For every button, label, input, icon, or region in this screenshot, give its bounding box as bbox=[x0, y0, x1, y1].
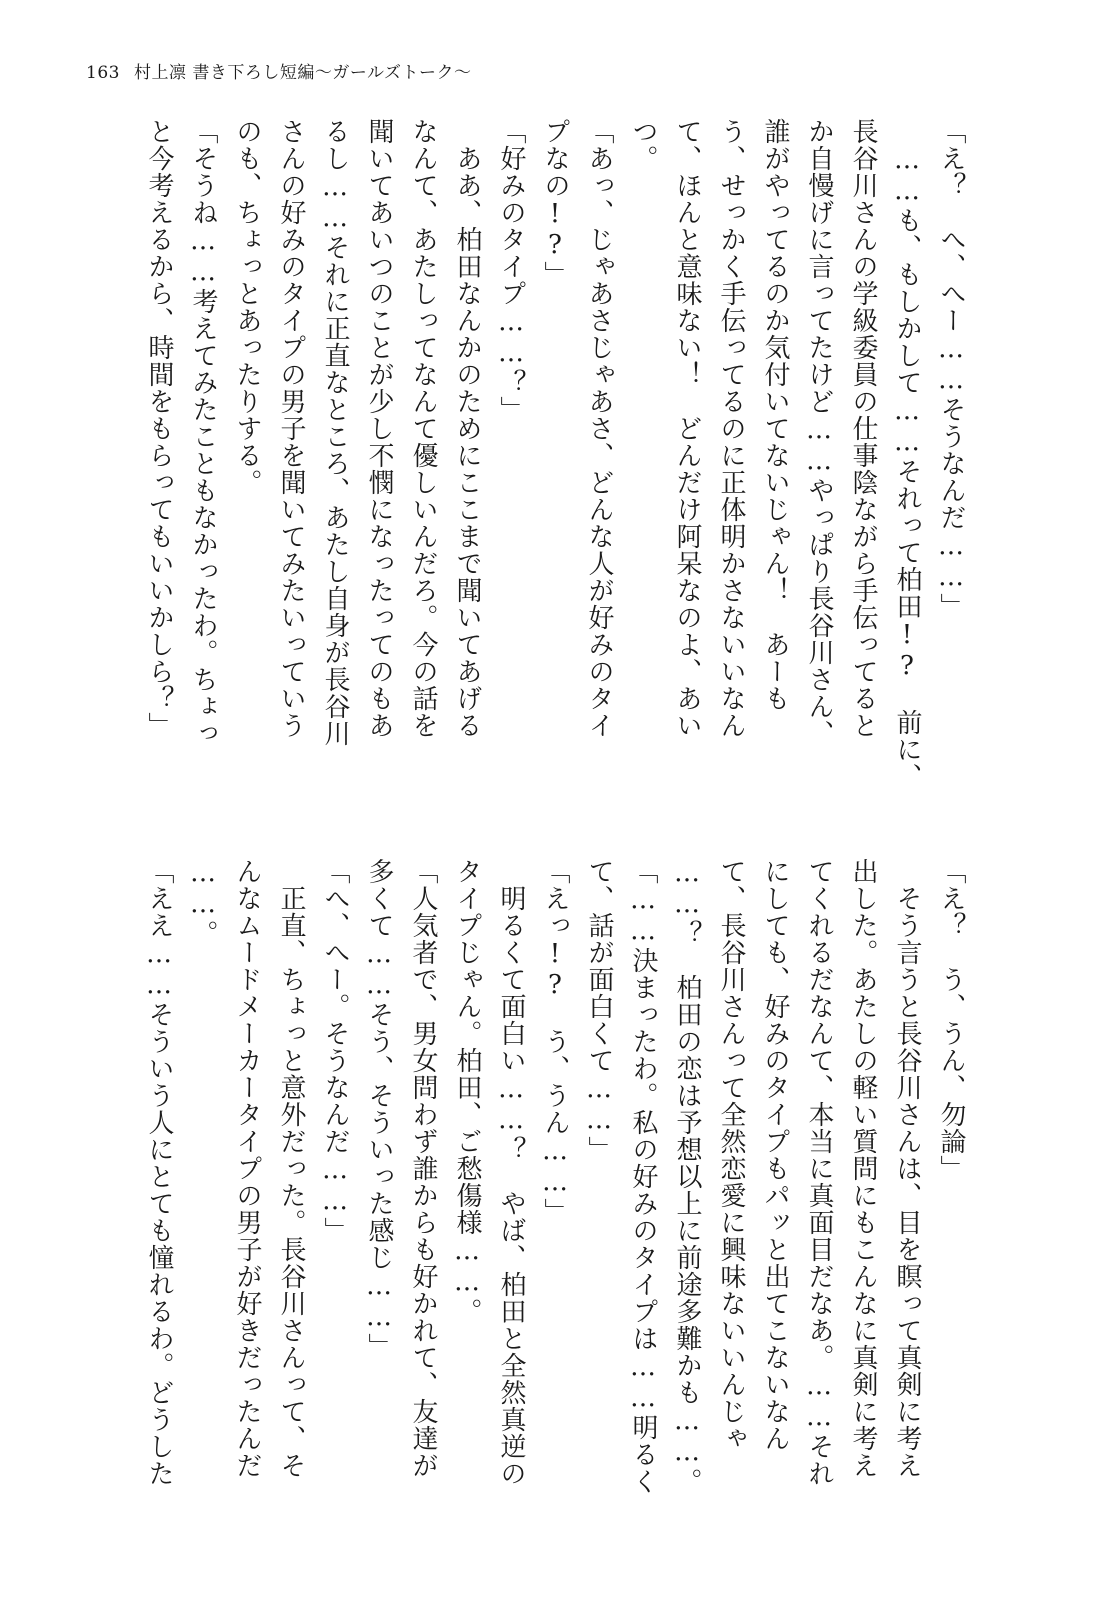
running-header bbox=[86, 58, 472, 88]
text-line: 「あっ、じゃあさじゃあさ、どんな人が好みのタイ bbox=[584, 118, 614, 739]
text-line: 出した。あたしの軽い質問にもこんなに真剣に考え bbox=[848, 858, 878, 1479]
text-line: て、ほんと意味ない！ どんだけ阿呆なのよ、あい bbox=[672, 118, 702, 739]
text-line: プなの!?」 bbox=[540, 118, 570, 288]
text-line: 「えっ!? う、うん……」 bbox=[540, 858, 570, 1225]
text-line: るし……それに正直なところ、あたし自身が長谷川 bbox=[320, 118, 350, 747]
text-line: ……。 bbox=[188, 858, 218, 947]
text-line: う、せっかく手伝ってるのに正体明かさないいなん bbox=[716, 118, 746, 739]
text-line: ああ、柏田なんかのためにここまで聞いてあげる bbox=[452, 118, 482, 739]
text-line: にしても、好みのタイプもパッと出てこないなん bbox=[760, 858, 790, 1452]
text-line: 「え？ へ、へー……そうなんだ……」 bbox=[936, 118, 966, 620]
text-line: なんて、あたしってなんて優しいんだろ。今の話を bbox=[408, 118, 438, 739]
text-line: て、話が面白くて……」 bbox=[584, 858, 614, 1163]
top-text-block bbox=[137, 118, 973, 790]
text-line: 多くて……そう、そういった感じ……」 bbox=[364, 858, 394, 1360]
text-line: 「え？ う、うん、勿論」 bbox=[936, 858, 966, 1182]
text-line: のも、ちょっとあったりする。 bbox=[232, 118, 262, 496]
text-line: 「ええ……そういう人にとても憧れるわ。どうした bbox=[144, 858, 174, 1487]
text-line: さんの好みのタイプの男子を聞いてみたいっていう bbox=[276, 118, 306, 739]
text-line: んなムードメーカータイプの男子が好きだったんだ bbox=[232, 858, 262, 1479]
text-line: と今考えるから、時間をもらってもいいかしら？」 bbox=[144, 118, 174, 739]
text-line: 「好みのタイプ……？」 bbox=[496, 118, 526, 423]
bottom-text-block bbox=[137, 858, 973, 1538]
text-line: 「へ、へー。そうなんだ……」 bbox=[320, 858, 350, 1244]
text-line: か自慢げに言ってたけど……やっぱり長谷川さん、 bbox=[804, 118, 834, 747]
text-line: 正直、ちょっと意外だった。長谷川さんって、そ bbox=[276, 858, 306, 1479]
text-line: ……？ 柏田の恋は予想以上に前途多難かも……。 bbox=[672, 858, 702, 1495]
text-line: て、長谷川さんって全然恋愛に興味ないいんじゃ bbox=[716, 858, 746, 1452]
text-line: 「……決まったわ。私の好みのタイプは……明るく bbox=[628, 858, 658, 1495]
running-title: 村上凛 書き下ろし短編〜ガールズトーク〜 bbox=[133, 63, 472, 83]
text-line: タイプじゃん。柏田、ご愁傷様……。 bbox=[452, 858, 482, 1325]
text-line: つ。 bbox=[628, 118, 658, 172]
text-line: 「人気者で、男女問わず誰からも好かれて、友達が bbox=[408, 858, 438, 1479]
text-line: 長谷川さんの学級委員の仕事陰ながら手伝ってると bbox=[848, 118, 878, 739]
text-line: そう言うと長谷川さんは、目を瞑って真剣に考え bbox=[892, 858, 922, 1479]
text-line: 「そうね……考えてみたこともなかったわ。ちょっ bbox=[188, 118, 218, 747]
text-line: 聞いてあいつのことが少し不憫になったってのもあ bbox=[364, 118, 394, 739]
text-line: ……も、もしかして……それって柏田!? 前に、 bbox=[892, 118, 922, 790]
text-line: 明るくて面白い……？ やば、柏田と全然真逆の bbox=[496, 858, 526, 1487]
page-number: 163 bbox=[86, 63, 120, 83]
text-line: てくれるだなんて、本当に真面目だなあ。……それ bbox=[804, 858, 834, 1487]
text-line: 誰がやってるのか気付いてないじゃん！ あーも bbox=[760, 118, 790, 712]
